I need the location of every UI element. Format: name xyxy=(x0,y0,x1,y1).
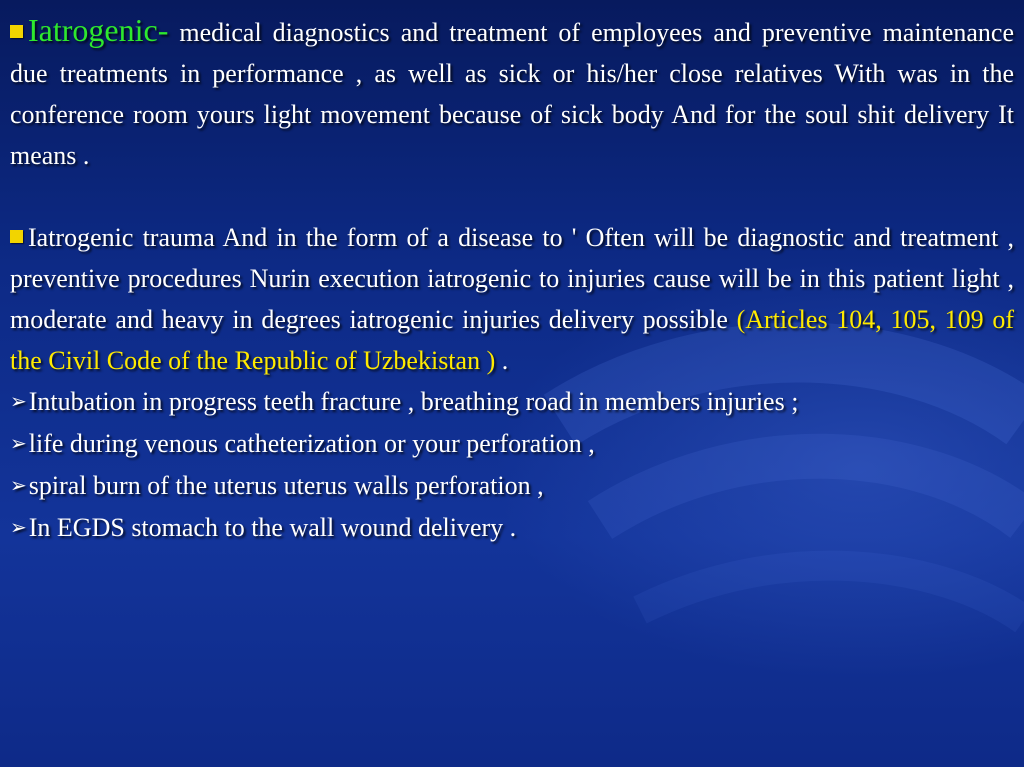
citation-civil-code: (Articles 104, 105, 109 of the Civil Code of the Republic of Uzbekistan ) xyxy=(10,305,1015,375)
paragraph2-text: Iatrogenic trauma And in the form of a disease to ' Often will be diagnostic and treatment , preventive procedures Nurin execution iatrogenic to injuries cause will be in this patient light , moderate and heavy in degrees iatrogenic injuries delivery possible xyxy=(10,223,1014,334)
list-item xyxy=(10,423,1014,465)
list-item-text: Intubation in progress teeth fracture , breathing road in members injuries ; xyxy=(28,387,799,416)
list-item xyxy=(10,381,1014,423)
paragraph1-text: medical diagnostics and treatment of employees and preventive maintenance due treatments in performance , as well as sick or his/her close relatives With was in the conference room yours light movement because of sick body And for the soul shit delivery It means . xyxy=(10,18,1014,170)
paragraph-iatrogenic-trauma xyxy=(10,217,1014,381)
list-item-text: In EGDS stomach to the wall wound delivery . xyxy=(28,513,517,542)
yellow-square-icon xyxy=(10,25,23,38)
arrow-right-icon: ➢ xyxy=(10,391,27,413)
term-iatrogenic: Iatrogenic- xyxy=(28,12,169,48)
list-item xyxy=(10,507,1014,549)
arrow-right-icon: ➢ xyxy=(10,517,27,539)
paragraph2-end: . xyxy=(495,346,509,375)
list-item xyxy=(10,465,1014,507)
arrow-right-icon: ➢ xyxy=(10,475,27,497)
paragraph-iatrogenic-definition xyxy=(10,10,1014,176)
arrow-right-icon: ➢ xyxy=(10,433,27,455)
yellow-square-icon xyxy=(10,230,23,243)
paragraph-spacer xyxy=(10,176,1014,217)
list-item-text: spiral burn of the uterus uterus walls perforation , xyxy=(28,471,544,500)
slide-content xyxy=(10,10,1014,549)
list-item-text: life during venous catheterization or your perforation , xyxy=(28,429,595,458)
